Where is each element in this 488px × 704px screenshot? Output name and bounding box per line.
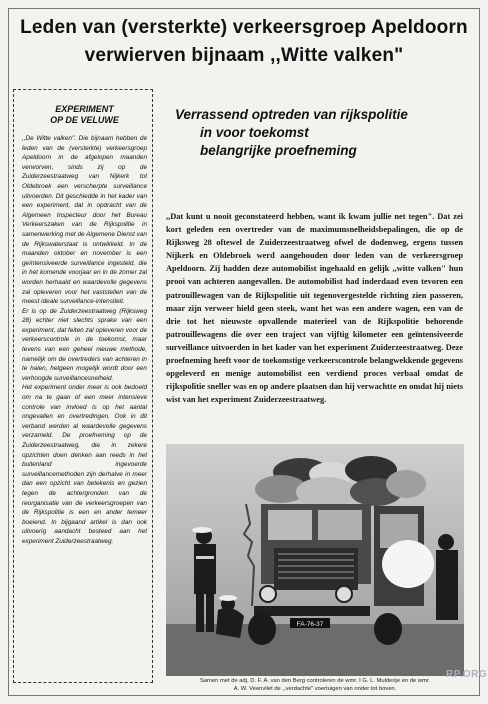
photo-caption-line-2: A. W. Veenvliet de ,,verdachte" voertuigen van onder tot boven. — [233, 686, 397, 692]
photo-caption — [166, 677, 464, 693]
sidebar-text — [22, 134, 147, 547]
headline-line-1: Leden van (versterkte) verkeersgroep Apeldoorn — [20, 17, 468, 38]
sidebar-title-line-2: OP DE VELUWE — [50, 115, 119, 125]
article-body: ,,Dat kunt u nooit geconstateerd hebben, want ik kwam jullie net tegen". Dat zei kort geleden een overtreder van de maximumsnelheidsbepalingen, die op de Rijksweg 28 oftewel de Zuiderzeestraatweg ofwel de dodenweg, ergens tussen Nijkerk en Oldebroek werd aangehouden door leden van de verkeersgroep Apeldoorn. Zij hadden deze automobilist ingehaald en gelijk ,,witte valken" hun prooi van achteren aangevallen. De automobilist had inderdaad even tevoren een patrouillewagen van de Rijkspolitie uit tegenovergestelde richting zien passeren, maar zijn verweer hield geen steek, want het was een andere wagen, een van de drie tot het nieuwste opvallende materieel van de Rijkspolitie behorende patrouillewagens die over een traject van vijftig kilometer een geïntensiveerde surveillance uitvoerden in het kader van het experiment Zuiderzeestraatweg. Deze proefneming heeft voor de toekomstige verkeerscontrole belangwekkende gegevens opgeleverd en menige automobilist een verdiend proces verbaal omdat de rijkspolitie sneller was en op andere plaatsen dan hij verwachtte en omdat hij niets wist van het experiment Zuiderzeestraatweg. — [166, 212, 463, 405]
truck-photo-illustration — [166, 444, 464, 676]
sidebar-title — [22, 104, 147, 126]
watermark: RP.ORG — [446, 669, 488, 680]
sidebar-title-line-1: EXPERIMENT — [55, 104, 114, 114]
news-photo — [166, 444, 464, 676]
sidebar-paragraph: Er is op de Zuiderzeestraatweg (Rijksweg 28) echter niet slechts sprake van een experiment, dat feiten zal opleveren voor de verkeerscontrole in de toekomst, maar tevens van een geheel nieuwe methode, namelijk om de overtreders van achteren in te halen, hetgeen mogelijk wordt door een verhoogde surveillancesnelheid. — [22, 307, 147, 382]
subheadline-line-1: Verrassend optreden van rijkspolitie — [175, 107, 408, 122]
sidebar-paragraph: ,,De Witte valken". Die bijnaam hebben de leden van de (versterkte) verkeersgroep Apeldoorn in de afgelopen maanden verworven, sinds zij op de Zuiderzeestraatweg van Nijkerk tot Oldebroek een verscherpte surveillance uitvoerden. Dit geschiedde in het kader van een experiment, dat in opdracht van de Algemeen Inspecteur door het Bureau Verkeerszaken van de Rijkspolitie in samenwerking met de Algemene Dienst van de Rijkswaterstaat is ontwikkeld. In de maanden oktober en november is een geïntensiveerde surveillance ingesteld, die in het komende voorjaar en in de zomer zal worden herhaald en waardevolle gegevens zal opleveren voor het vaststellen van de meest ideale surveillance-intensiteit. — [22, 135, 147, 306]
headline-line-2: verwierven bijnaam ,,Witte valken" — [84, 45, 404, 66]
sidebar-box — [13, 89, 153, 683]
subheadline-line-2: in voor toekomst — [200, 125, 309, 140]
headline — [14, 14, 474, 70]
sidebar-paragraph: Het experiment onder meer is ook bedoeld om na te gaan of een meer intensieve controle van invloed is op het aantal ongevallen en overtredingen. Ook in dit verband werden al waardevolle gegevens verzameld. De proefneming op de Zuiderzeestraatweg, die in zekere opzichten doen denken aan reeds in het buitenland ingevoerde surveillancemethoden zijn derhalve in meer dan een opzicht van betekenis en gezien tegen de achtergronden van de reorganisatie van de verkeersgroepen van de Rijkspolitie is een en ander temeer boeiend. In bijgaand artikel is dan ook uitvoerig aandacht besteed aan het experiment Zuiderzeestraatweg. — [22, 384, 147, 545]
subheadline — [175, 106, 465, 160]
photo-caption-line-1: Samen met de adj. D. F. A. van den Berg controleren de wmr. I G. L. Mulderije en de wmr. — [199, 678, 431, 684]
license-plate-text: FA-76-37 — [296, 621, 324, 628]
subheadline-line-3: belangrijke proefneming — [200, 143, 357, 158]
